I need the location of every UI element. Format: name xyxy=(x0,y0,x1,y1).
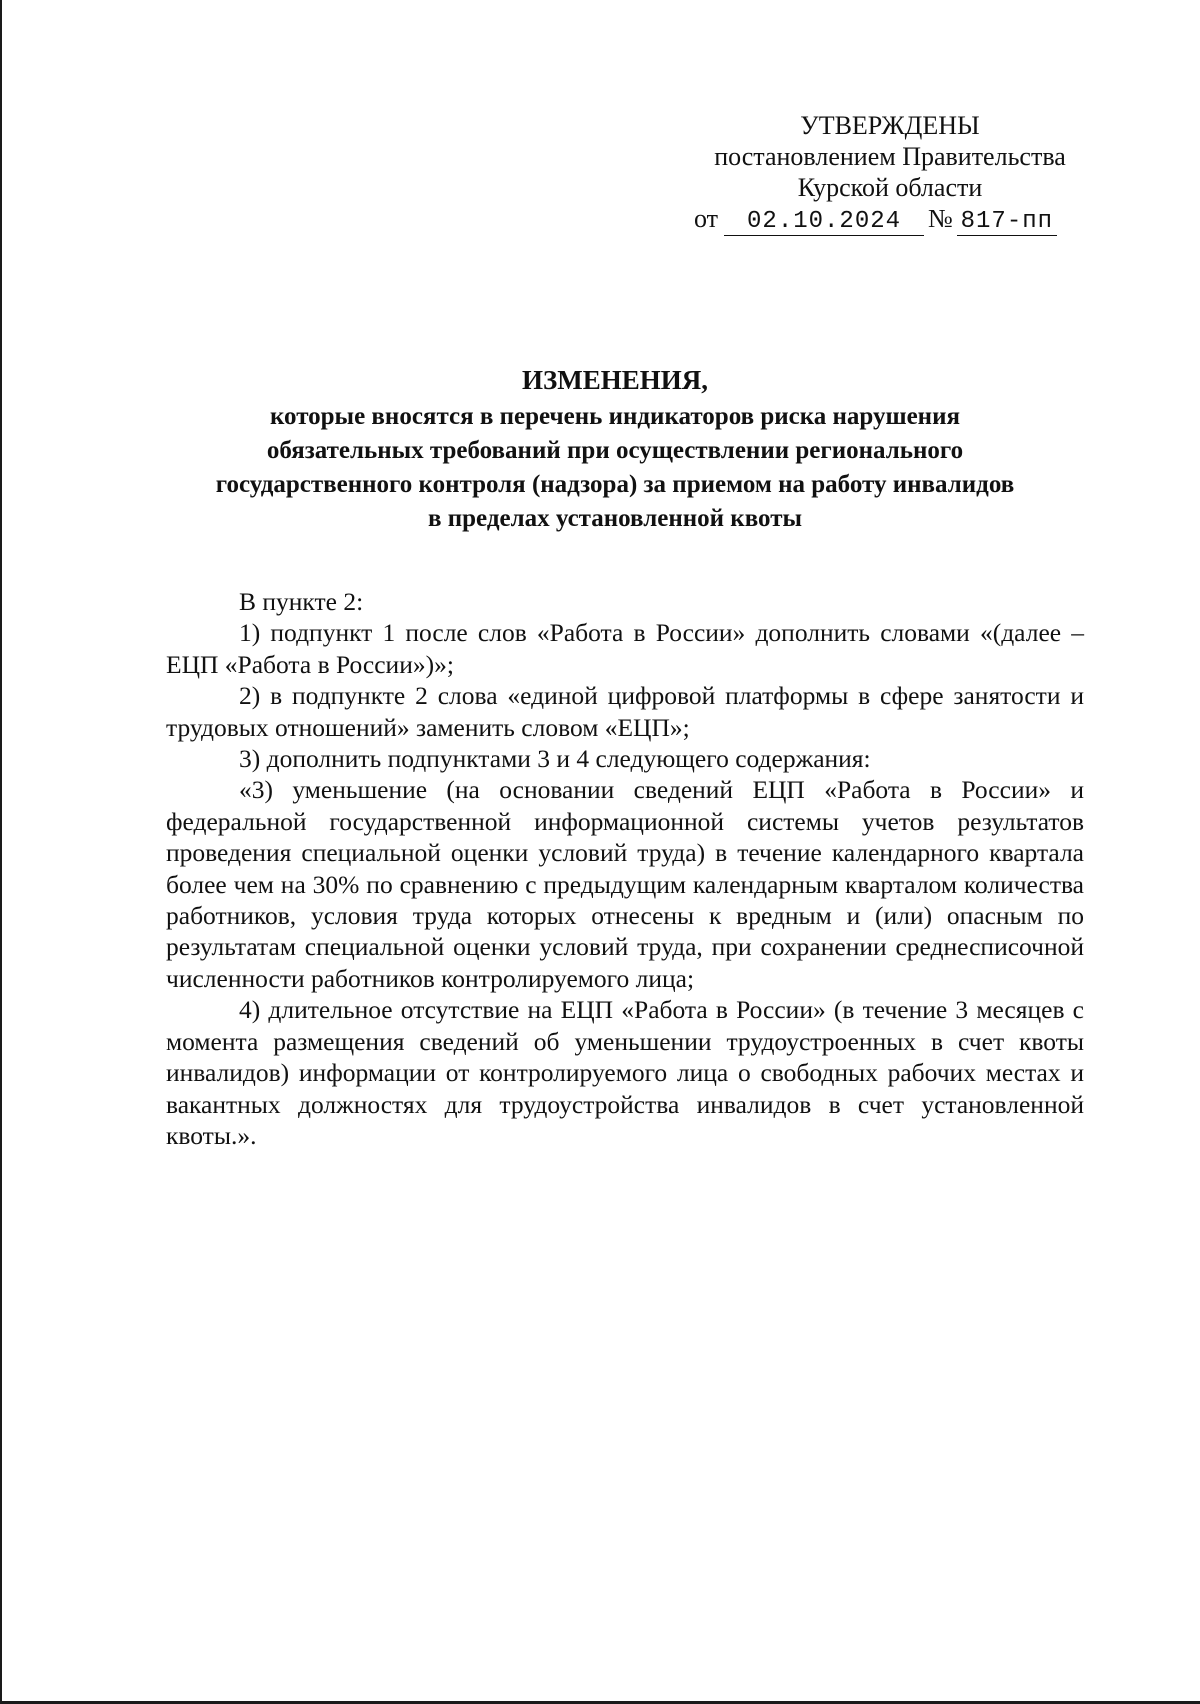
heading-line-1: которые вносятся в перечень индикаторов риска нарушения xyxy=(269,403,961,430)
date-prefix: от xyxy=(694,204,719,233)
approval-date-line xyxy=(690,203,1090,236)
heading-line-3: государственного контроля (надзора) за приемом на работу инвалидов xyxy=(215,471,1015,498)
heading-line-2: обязательных требований при осуществлении регионального xyxy=(266,437,964,464)
body-item-2: 2) в подпункте 2 слова «единой цифровой платформы в сфере занятости и трудовых отношений» заменить словом «ЕЦП»; xyxy=(166,681,1084,742)
heading-line-4: в пределах установленной квоты xyxy=(428,505,802,532)
approval-line-1: постановлением Правительства xyxy=(714,142,1066,171)
approval-stamp xyxy=(690,110,1090,236)
scan-edge-left xyxy=(0,0,2,1704)
body-intro: В пункте 2: xyxy=(239,587,364,616)
approval-line-2: Курской области xyxy=(797,173,983,202)
document-body xyxy=(166,586,1084,1151)
body-item-3: 3) дополнить подпунктами 3 и 4 следующего содержания: xyxy=(239,744,871,774)
approval-number: 817-пп xyxy=(957,208,1057,236)
body-subitem-3: «3) уменьшение (на основании сведений ЕЦП «Работа в России» и федеральной государственной информационной системы учетов результатов проведения специальной оценки условий труда) в течение календарного квартала более чем на 30% по сравнению с предыдущим календарным кварталом количества работников, условия труда которых отнесены к вредным и (или) опасным по результатам специальной оценки условий труда, при сохранении среднесписочной численности работников контролируемого лица; xyxy=(166,775,1084,993)
approval-date: 02.10.2024 xyxy=(724,208,924,236)
body-subitem-4: 4) длительное отсутствие на ЕЦП «Работа в России» (в течение 3 месяцев с момента размещения сведений об уменьшении трудоустроенных в счет квоты инвалидов) информации от контролируемого лица о свободных рабочих местах и вакантных должностях для трудоустройства инвалидов в счет установленной квоты.». xyxy=(166,995,1084,1150)
document-heading xyxy=(150,363,1080,536)
body-item-1: 1) подпункт 1 после слов «Работа в России» дополнить словами «(далее – ЕЦП «Работа в России»)»; xyxy=(166,618,1084,679)
number-prefix: № xyxy=(928,204,953,233)
document-title: ИЗМЕНЕНИЯ, xyxy=(521,365,708,395)
approval-title: УТВЕРЖДЕНЫ xyxy=(800,111,980,140)
